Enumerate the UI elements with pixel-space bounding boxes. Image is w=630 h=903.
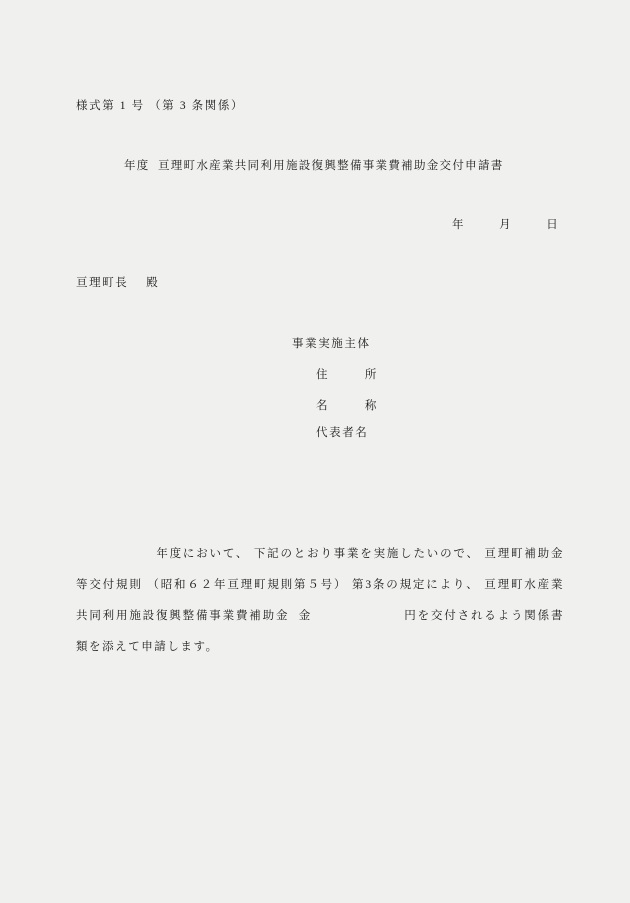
applicant-subject-label: 事業実施主体 bbox=[292, 338, 371, 350]
addressee: 亘理町長 殿 bbox=[76, 277, 160, 289]
form-number: 様式第 1 号 （第 3 条関係） bbox=[76, 100, 245, 112]
document-title: 年度 亘理町水産業共同利用施設復興整備事業費補助金交付申請書 bbox=[124, 160, 504, 172]
date-line: 年 月 日 bbox=[452, 219, 560, 231]
applicant-address-label: 住 所 bbox=[316, 369, 378, 381]
applicant-name-label: 名 称 bbox=[316, 400, 378, 412]
applicant-representative-label: 代表者名 bbox=[316, 427, 369, 439]
application-paragraph bbox=[76, 508, 564, 694]
paragraph-segment-1: 年度において、 下記のとおり事業を実施したいので、 亘理町補助金等交付規則 （昭和６２年亘理町規則第５号） 第3条の規定により、 亘理町水産業共同利用施設復興整備事業費補助金 金 bbox=[76, 548, 564, 622]
paragraph-segment-2: 円を交付されるよう関係書類を添えて申請します。 bbox=[76, 610, 564, 653]
